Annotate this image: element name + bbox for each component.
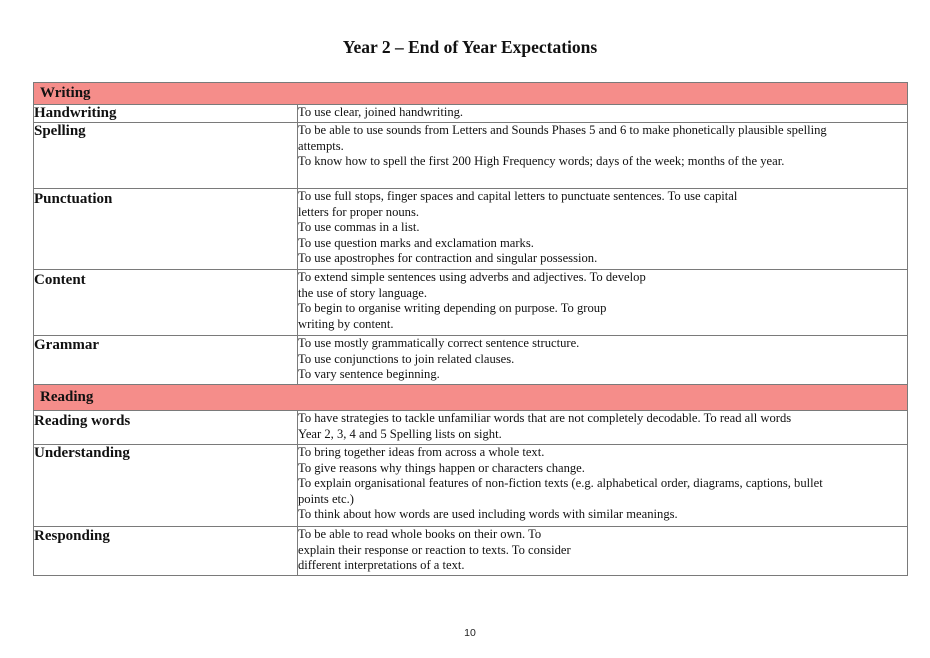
description-line: To explain organisational features of non-fiction texts (e.g. alphabetical order, diagrams, captions, bullet (298, 476, 823, 491)
description-line: Year 2, 3, 4 and 5 Spelling lists on sight. (298, 426, 502, 441)
table-row (34, 123, 908, 189)
row-label: Reading words (34, 411, 298, 445)
row-label: Responding (34, 527, 298, 576)
description-line: points etc.) (298, 491, 354, 506)
description-line: attempts. (298, 138, 344, 153)
row-label: Understanding (34, 445, 298, 527)
description-line: writing by content. (298, 316, 394, 331)
row-label: Punctuation (34, 189, 298, 270)
description-line: To have strategies to tackle unfamiliar words that are not completely decodable. To read all words (298, 411, 792, 425)
description-line: To bring together ideas from across a whole text. (298, 445, 545, 459)
description-line: letters for proper nouns. (298, 204, 420, 219)
table-row (34, 105, 908, 123)
table-row (34, 336, 908, 385)
description-line: To use full stops, finger spaces and capital letters to punctuate sentences. To use capital (298, 189, 738, 203)
row-description (298, 445, 908, 527)
description-line: To use mostly grammatically correct sentence structure. (298, 336, 580, 350)
table-row (34, 270, 908, 336)
description-line: explain their response or reaction to texts. To consider (298, 542, 571, 557)
description-line: different interpretations of a text. (298, 558, 465, 573)
section-header-reading (34, 385, 908, 411)
row-description (298, 105, 908, 123)
description-line: To think about how words are used including words with similar meanings. (298, 507, 678, 522)
description-line: the use of story language. (298, 285, 428, 300)
row-label: Content (34, 270, 298, 336)
description-line: To use apostrophes for contraction and singular possession. (298, 251, 598, 266)
row-description (298, 336, 908, 385)
row-label: Grammar (34, 336, 298, 385)
description-line: To vary sentence beginning. (298, 367, 440, 382)
description-line: To use question marks and exclamation marks. (298, 235, 534, 250)
table-row (34, 411, 908, 445)
description-line: To extend simple sentences using adverbs and adjectives. To develop (298, 270, 646, 284)
section-title: Writing (34, 83, 908, 105)
row-description (298, 270, 908, 336)
page-number: 10 (464, 627, 476, 639)
row-description (298, 123, 908, 189)
table-row (34, 189, 908, 270)
section-title: Reading (34, 385, 908, 411)
expectations-table (33, 82, 908, 576)
row-description (298, 189, 908, 270)
description-line: To be able to read whole books on their own. To (298, 527, 542, 541)
description-line: To use commas in a list. (298, 220, 420, 235)
section-header-writing (34, 83, 908, 105)
description-line: To begin to organise writing depending on purpose. To group (298, 301, 607, 316)
row-label: Handwriting (34, 105, 298, 123)
description-line: To use clear, joined handwriting. (298, 105, 464, 119)
table-row (34, 445, 908, 527)
table-row (34, 527, 908, 576)
row-description (298, 411, 908, 445)
description-line: To know how to spell the first 200 High Frequency words; days of the week; months of the year. (298, 154, 785, 169)
description-line: To give reasons why things happen or characters change. (298, 460, 585, 475)
page-title: Year 2 – End of Year Expectations (342, 37, 598, 57)
description-line: To use conjunctions to join related clauses. (298, 351, 515, 366)
row-description (298, 527, 908, 576)
description-line: To be able to use sounds from Letters and Sounds Phases 5 and 6 to make phonetically plausible spelling (298, 123, 827, 137)
row-label: Spelling (34, 123, 298, 189)
